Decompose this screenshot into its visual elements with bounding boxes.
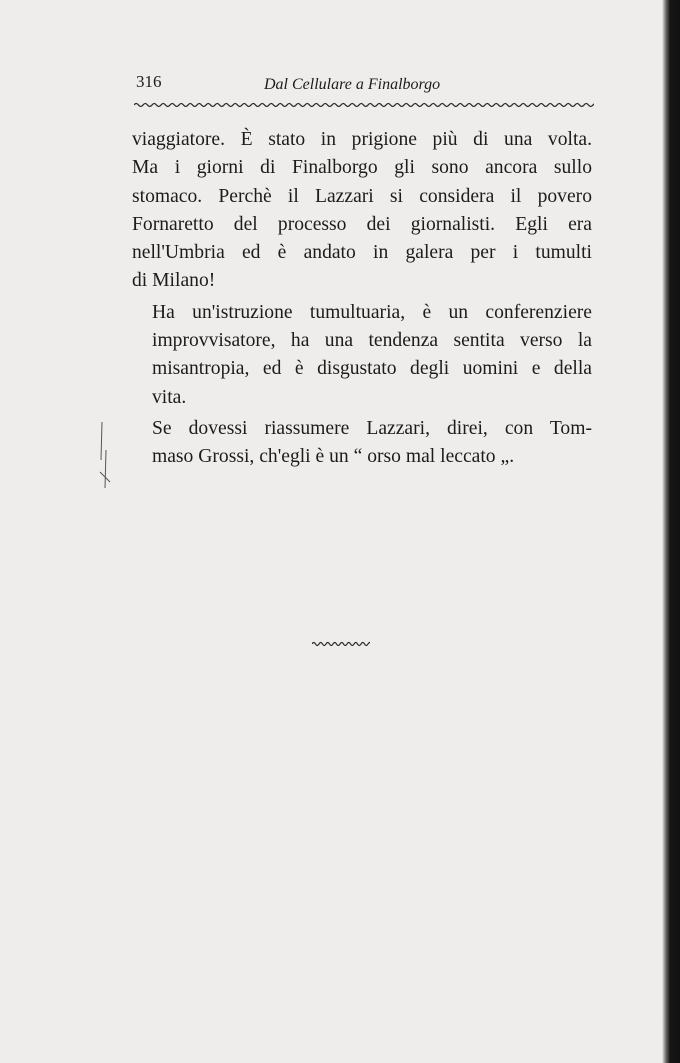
paragraph-1 — [132, 126, 592, 296]
paragraph-3 — [132, 415, 592, 472]
running-header — [136, 72, 592, 100]
text-line: Ha un'istruzione tumultuaria, è un conferenziere — [152, 301, 592, 323]
text-line: misantropia, ed è disgustato degli uomini e della — [152, 358, 592, 380]
text-line: Ma i giorni di Finalborgo gli sono ancora sullo — [132, 157, 592, 179]
margin-pencil-mark — [96, 420, 120, 490]
text-line: di Milano! — [132, 270, 216, 292]
body-text — [132, 126, 592, 472]
paragraph-2 — [132, 299, 592, 412]
text-line: maso Grossi, ch'egli è un “ orso mal leccato „. — [152, 446, 515, 468]
text-line: vita. — [152, 386, 187, 408]
text-line: improvvisatore, ha una tendenza sentita verso la — [152, 330, 592, 352]
text-line: stomaco. Perchè il Lazzari si considera il povero — [132, 185, 592, 207]
wavy-ornament-icon — [312, 638, 370, 650]
text-line: Fornaretto del processo dei giornalisti. Egli era — [132, 213, 592, 235]
page-spine-shadow — [662, 0, 680, 1063]
text-line: nell'Umbria ed è andato in galera per i tumulti — [132, 242, 592, 264]
text-line: Se dovessi riassumere Lazzari, direi, con Tom- — [152, 417, 592, 439]
wavy-rule-icon — [134, 98, 594, 112]
running-title: Dal Cellulare a Finalborgo — [264, 76, 441, 93]
page-number: 316 — [136, 72, 162, 91]
text-line: viaggiatore. È stato in prigione più di una volta. — [132, 129, 592, 150]
